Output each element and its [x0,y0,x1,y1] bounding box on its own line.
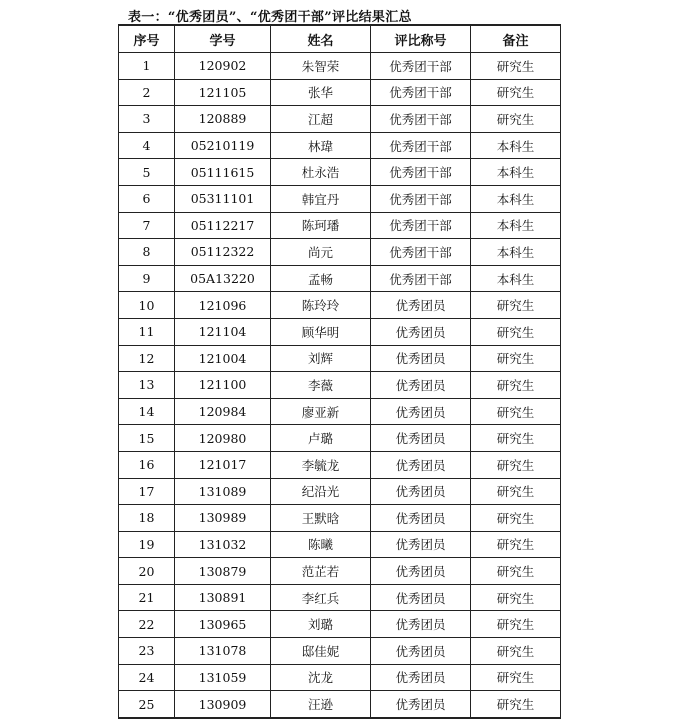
cell-remark: 研究生 [471,345,561,372]
cell-index: 3 [119,106,175,133]
cell-award-title: 优秀团干部 [371,212,471,239]
cell-student-id: 131059 [175,664,271,691]
cell-name: 陈曦 [271,531,371,558]
table-row [119,558,561,585]
cell-name: 沈龙 [271,664,371,691]
cell-index: 11 [119,318,175,345]
cell-name: 汪逊 [271,691,371,718]
cell-award-title: 优秀团员 [371,611,471,638]
cell-student-id: 05311101 [175,185,271,212]
cell-index: 15 [119,425,175,452]
cell-student-id: 05210119 [175,132,271,159]
cell-remark: 研究生 [471,664,561,691]
table-row [119,292,561,319]
cell-remark: 研究生 [471,318,561,345]
cell-student-id: 05A13220 [175,265,271,292]
table-row [119,664,561,691]
cell-name: 林瑋 [271,132,371,159]
header-award-title: 评比称号 [371,25,471,53]
cell-index: 9 [119,265,175,292]
cell-index: 10 [119,292,175,319]
cell-name: 杜永浩 [271,159,371,186]
cell-remark: 本科生 [471,265,561,292]
cell-student-id: 130989 [175,505,271,532]
cell-remark: 研究生 [471,611,561,638]
cell-remark: 研究生 [471,53,561,80]
cell-name: 孟畅 [271,265,371,292]
cell-remark: 研究生 [471,584,561,611]
cell-student-id: 05111615 [175,159,271,186]
cell-remark: 本科生 [471,239,561,266]
cell-remark: 本科生 [471,185,561,212]
cell-name: 卢璐 [271,425,371,452]
cell-index: 25 [119,691,175,718]
table-row [119,132,561,159]
table-row [119,53,561,80]
results-table [118,24,561,719]
cell-index: 5 [119,159,175,186]
cell-student-id: 121096 [175,292,271,319]
cell-index: 22 [119,611,175,638]
cell-student-id: 121004 [175,345,271,372]
cell-index: 20 [119,558,175,585]
header-remark: 备注 [471,25,561,53]
cell-name: 陈珂璠 [271,212,371,239]
cell-index: 7 [119,212,175,239]
cell-name: 刘辉 [271,345,371,372]
table-row [119,212,561,239]
cell-name: 李红兵 [271,584,371,611]
cell-award-title: 优秀团干部 [371,132,471,159]
cell-award-title: 优秀团员 [371,318,471,345]
table-body [119,53,561,718]
cell-remark: 研究生 [471,691,561,718]
cell-remark: 研究生 [471,451,561,478]
cell-award-title: 优秀团干部 [371,53,471,80]
cell-name: 张华 [271,79,371,106]
cell-index: 6 [119,185,175,212]
cell-award-title: 优秀团干部 [371,265,471,292]
cell-award-title: 优秀团干部 [371,185,471,212]
cell-name: 李薇 [271,372,371,399]
cell-name: 纪沿光 [271,478,371,505]
cell-name: 刘璐 [271,611,371,638]
cell-student-id: 05112322 [175,239,271,266]
cell-remark: 研究生 [471,505,561,532]
cell-student-id: 120889 [175,106,271,133]
cell-student-id: 120902 [175,53,271,80]
table-row [119,505,561,532]
table-row [119,318,561,345]
cell-index: 17 [119,478,175,505]
cell-name: 朱智荣 [271,53,371,80]
cell-award-title: 优秀团员 [371,531,471,558]
cell-remark: 本科生 [471,212,561,239]
cell-index: 14 [119,398,175,425]
cell-index: 1 [119,53,175,80]
cell-student-id: 121105 [175,79,271,106]
cell-index: 8 [119,239,175,266]
cell-index: 23 [119,638,175,665]
cell-index: 21 [119,584,175,611]
table-row [119,185,561,212]
table-row [119,638,561,665]
table-row [119,398,561,425]
cell-award-title: 优秀团员 [371,398,471,425]
table-row [119,265,561,292]
cell-student-id: 130891 [175,584,271,611]
cell-remark: 研究生 [471,372,561,399]
table-row [119,531,561,558]
table-row [119,611,561,638]
table-row [119,584,561,611]
cell-student-id: 131078 [175,638,271,665]
cell-award-title: 优秀团干部 [371,106,471,133]
header-student-id: 学号 [175,25,271,53]
cell-index: 18 [119,505,175,532]
cell-award-title: 优秀团员 [371,478,471,505]
cell-student-id: 130879 [175,558,271,585]
cell-index: 2 [119,79,175,106]
cell-remark: 本科生 [471,132,561,159]
cell-student-id: 121104 [175,318,271,345]
cell-name: 邸佳妮 [271,638,371,665]
cell-name: 范芷若 [271,558,371,585]
cell-remark: 本科生 [471,159,561,186]
cell-remark: 研究生 [471,292,561,319]
cell-remark: 研究生 [471,79,561,106]
cell-student-id: 121017 [175,451,271,478]
cell-name: 廖亚新 [271,398,371,425]
cell-award-title: 优秀团员 [371,505,471,532]
cell-remark: 研究生 [471,398,561,425]
table-row [119,425,561,452]
cell-award-title: 优秀团员 [371,584,471,611]
cell-remark: 研究生 [471,531,561,558]
cell-student-id: 130965 [175,611,271,638]
cell-award-title: 优秀团员 [371,664,471,691]
table-row [119,691,561,718]
cell-award-title: 优秀团员 [371,345,471,372]
header-name: 姓名 [271,25,371,53]
cell-award-title: 优秀团干部 [371,239,471,266]
table-row [119,79,561,106]
cell-award-title: 优秀团员 [371,372,471,399]
cell-index: 12 [119,345,175,372]
cell-name: 尚元 [271,239,371,266]
cell-name: 江超 [271,106,371,133]
cell-index: 24 [119,664,175,691]
cell-name: 李毓龙 [271,451,371,478]
cell-remark: 研究生 [471,106,561,133]
table-row [119,159,561,186]
table-row [119,451,561,478]
cell-award-title: 优秀团干部 [371,79,471,106]
cell-remark: 研究生 [471,425,561,452]
cell-index: 13 [119,372,175,399]
cell-student-id: 131032 [175,531,271,558]
cell-index: 16 [119,451,175,478]
cell-name: 顾华明 [271,318,371,345]
table-row [119,478,561,505]
cell-remark: 研究生 [471,478,561,505]
cell-student-id: 05112217 [175,212,271,239]
cell-name: 陈玲玲 [271,292,371,319]
cell-name: 韩宜丹 [271,185,371,212]
cell-student-id: 130909 [175,691,271,718]
table-caption: 表一：“优秀团员”、“优秀团干部”评比结果汇总 [128,10,412,25]
table-header [119,25,561,53]
cell-student-id: 131089 [175,478,271,505]
cell-award-title: 优秀团员 [371,425,471,452]
cell-index: 4 [119,132,175,159]
cell-student-id: 120984 [175,398,271,425]
cell-award-title: 优秀团员 [371,558,471,585]
cell-award-title: 优秀团员 [371,638,471,665]
cell-remark: 研究生 [471,638,561,665]
cell-award-title: 优秀团员 [371,292,471,319]
cell-student-id: 121100 [175,372,271,399]
cell-award-title: 优秀团干部 [371,159,471,186]
cell-student-id: 120980 [175,425,271,452]
cell-remark: 研究生 [471,558,561,585]
cell-name: 王默晗 [271,505,371,532]
cell-award-title: 优秀团员 [371,691,471,718]
cell-index: 19 [119,531,175,558]
table-row [119,106,561,133]
table-row [119,345,561,372]
cell-award-title: 优秀团员 [371,451,471,478]
header-index: 序号 [119,25,175,53]
table-row [119,372,561,399]
header-row [119,25,561,53]
table-row [119,239,561,266]
